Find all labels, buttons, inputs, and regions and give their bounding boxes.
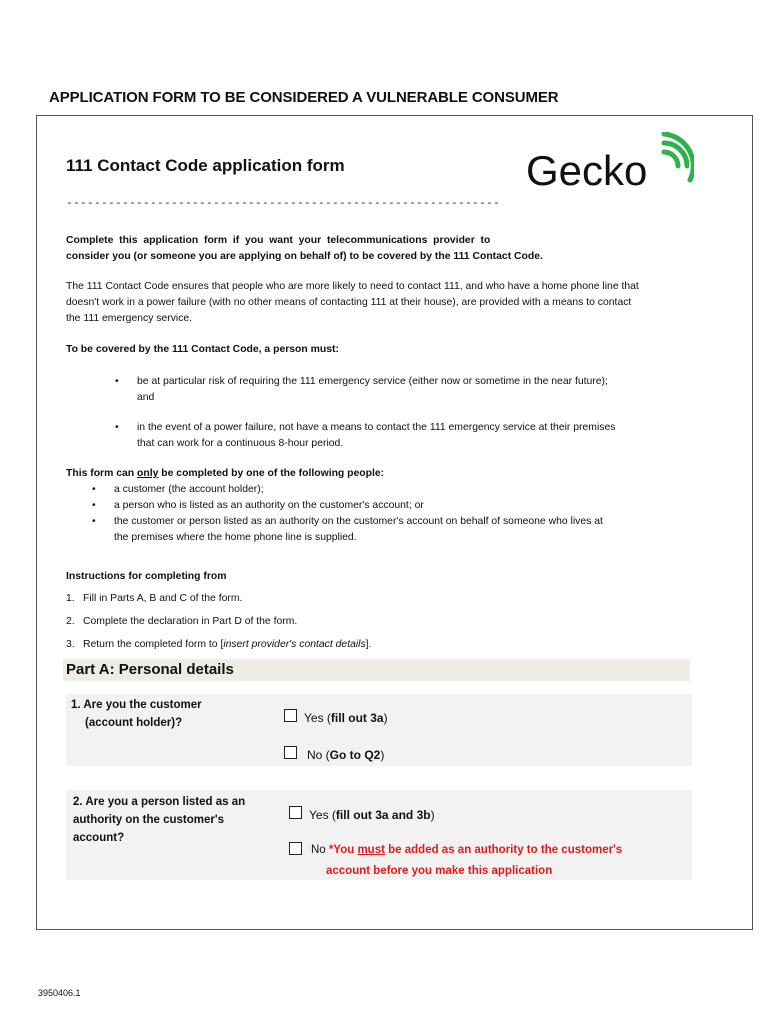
instruction-step: 2. Complete the declaration in Part D of the form. bbox=[66, 616, 298, 627]
list-item-text: the premises where the home phone line is supplied. bbox=[114, 532, 357, 543]
list-item-text: a person who is listed as an authority on the customer's account; or bbox=[114, 500, 424, 511]
list-item-text: and bbox=[137, 392, 155, 403]
instruction-step: 1. Fill in Parts A, B and C of the form. bbox=[66, 593, 243, 604]
q2-yes-checkbox[interactable] bbox=[289, 806, 302, 819]
question-2-text: 2. Are you a person listed as an authority on the customer's account? bbox=[73, 796, 246, 844]
list-item-text: a customer (the account holder); bbox=[114, 484, 264, 495]
list-item-text: that can work for a continuous 8-hour period. bbox=[137, 438, 344, 449]
eligible-people-heading: This form can only be completed by one of the following people: bbox=[66, 468, 385, 479]
list-item-text: the customer or person listed as an authority on the customer's account on behalf of someone who lives at bbox=[114, 516, 603, 527]
question-1-text: 1. Are you the customer (account holder)? bbox=[71, 699, 202, 729]
intro-line: Complete this application form if you want your telecommunications provider to bbox=[66, 235, 491, 246]
q1-yes-checkbox[interactable] bbox=[284, 709, 297, 722]
gecko-logo bbox=[524, 132, 694, 192]
instructions-heading: Instructions for completing from bbox=[66, 571, 227, 582]
only-emphasis: only bbox=[137, 468, 159, 479]
intro-line: consider you (or someone you are applying on behalf of) to be covered by the 111 Contact Code. bbox=[66, 251, 543, 262]
document-title: APPLICATION FORM TO BE CONSIDERED A VULNERABLE CONSUMER bbox=[49, 89, 559, 106]
bullet-icon: • bbox=[115, 376, 119, 387]
bullet-icon: • bbox=[92, 500, 96, 511]
paragraph-line: The 111 Contact Code ensures that people who are more likely to need to contact 111, and who have a home phone line that bbox=[66, 281, 639, 292]
intro-paragraph bbox=[66, 233, 546, 265]
gecko-logo-graphic bbox=[524, 132, 694, 192]
q2-no-label: No *You must be added as an authority to the customer's bbox=[311, 844, 623, 856]
bullet-icon: • bbox=[92, 484, 96, 495]
code-description-paragraph bbox=[66, 279, 721, 327]
q1-yes-label: Yes (fill out 3a) bbox=[304, 711, 388, 725]
part-a-title: Part A: Personal details bbox=[66, 661, 234, 678]
instruction-step: 3. Return the completed form to [insert provider's contact details]. bbox=[66, 639, 372, 650]
bullet-icon: • bbox=[92, 516, 96, 527]
q1-no-label: No (Go to Q2) bbox=[307, 748, 385, 762]
bullet-icon: • bbox=[115, 422, 119, 433]
signal-arc-small-icon bbox=[664, 152, 678, 166]
q2-no-checkbox[interactable] bbox=[289, 842, 302, 855]
q1-no-checkbox[interactable] bbox=[284, 746, 297, 759]
q2-no-warning-line: account before you make this application bbox=[326, 865, 553, 877]
divider-line: -------------------------------------------------------------- bbox=[66, 198, 501, 210]
must-heading: To be covered by the 111 Contact Code, a person must: bbox=[66, 344, 339, 355]
logo-text: Gecko bbox=[526, 147, 648, 192]
list-item-text: in the event of a power failure, not have a means to contact the 111 emergency service at their premises bbox=[137, 422, 616, 433]
form-title: 111 Contact Code application form bbox=[66, 156, 345, 175]
document-id: 3950406.1 bbox=[38, 988, 81, 998]
list-item-text: be at particular risk of requiring the 111 emergency service (either now or sometime in the near future); bbox=[137, 376, 608, 387]
paragraph-line: doesn't work in a power failure (with no other means of contacting 111 at their house), are provided with a means to contact bbox=[66, 297, 632, 308]
paragraph-line: the 111 emergency service. bbox=[66, 313, 193, 324]
q2-yes-label: Yes (fill out 3a and 3b) bbox=[309, 808, 435, 822]
